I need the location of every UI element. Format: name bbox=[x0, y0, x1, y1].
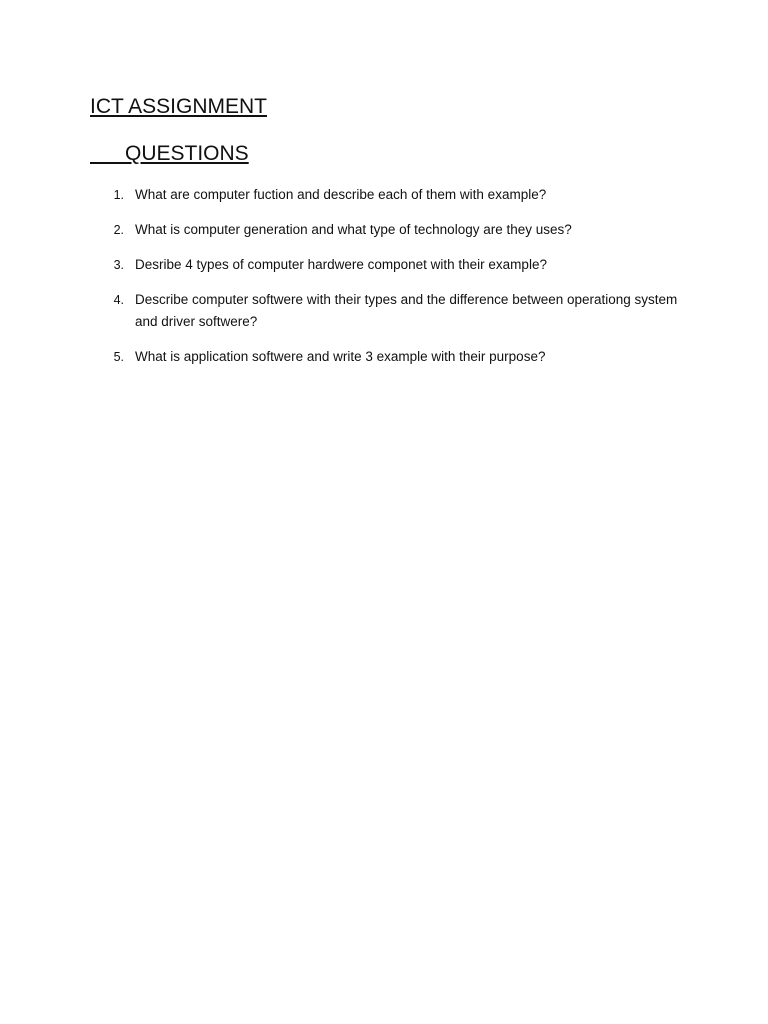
question-text: Desribe 4 types of computer hardwere componet with their example? bbox=[135, 257, 547, 272]
question-text: What is application softwere and write 3 example with their purpose? bbox=[135, 349, 546, 364]
question-number: 4. bbox=[113, 293, 124, 307]
question-item bbox=[100, 254, 680, 276]
question-list bbox=[100, 184, 680, 381]
question-item bbox=[100, 219, 680, 241]
question-number: 3. bbox=[113, 258, 124, 272]
question-item bbox=[100, 346, 680, 368]
question-item bbox=[100, 289, 680, 333]
question-number: 5. bbox=[113, 350, 124, 364]
question-item bbox=[100, 184, 680, 206]
questions-heading: QUESTIONS bbox=[90, 142, 249, 165]
question-text: Describe computer softwere with their types and the difference between operationg system and driver softwere? bbox=[135, 292, 678, 329]
question-text: What are computer fuction and describe each of them with example? bbox=[135, 187, 547, 202]
question-text: What is computer generation and what type of technology are they uses? bbox=[135, 222, 572, 237]
assignment-title: ICT ASSIGNMENT bbox=[90, 95, 267, 118]
question-number: 1. bbox=[113, 188, 124, 202]
question-number: 2. bbox=[113, 223, 124, 237]
